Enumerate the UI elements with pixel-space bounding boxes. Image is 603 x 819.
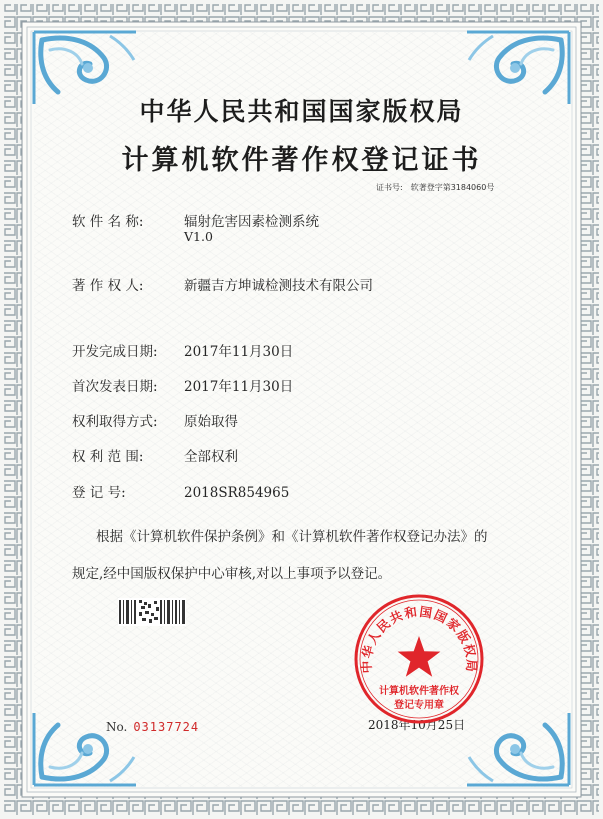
certificate-number-value: 软著登字第3184060号	[410, 183, 495, 192]
seal-inner-line-2: 登记专用章	[394, 700, 444, 711]
field-label: 权 利 范 围:	[72, 449, 144, 465]
certificate-title: 计算机软件著作权登记证书	[121, 145, 482, 176]
official-seal	[352, 592, 486, 726]
seal-ring-text: 中华人民共和国国家版权局	[358, 603, 480, 674]
field-label: 权利取得方式:	[72, 414, 158, 430]
field-value: 2017年11月30日	[184, 379, 294, 395]
field-label: 开发完成日期:	[72, 344, 158, 360]
software-version: V1.0	[184, 229, 213, 244]
field-value: 辐射危害因素检测系统	[184, 214, 319, 230]
seal-inner-line-1: 计算机软件著作权	[379, 686, 459, 697]
field-copyright-holder	[72, 274, 373, 294]
certificate-number	[376, 182, 494, 193]
certificate-number-label: 证书号:	[376, 183, 403, 192]
field-registration-number	[72, 481, 289, 501]
field-pub-date	[72, 375, 293, 395]
body-text-line-2: 规定,经中国版权保护中心审核,对以上事项予以登记。	[72, 566, 392, 582]
field-label: 软 件 名 称:	[72, 214, 144, 230]
field-label: 首次发表日期:	[72, 379, 158, 395]
field-value: 2017年11月30日	[184, 344, 294, 360]
field-value: 新疆吉方坤诚检测技术有限公司	[184, 278, 373, 294]
field-value: 2018SR854965	[184, 485, 290, 501]
barcode-icon	[118, 598, 186, 626]
issue-date: 2018年10月25日	[368, 718, 466, 732]
field-label: 登 记 号:	[72, 485, 126, 501]
serial-number	[106, 720, 199, 734]
field-rights-scope	[72, 445, 238, 465]
body-text-line-1: 根据《计算机软件保护条例》和《计算机软件著作权登记办法》的	[96, 529, 488, 545]
serial-label: No.	[106, 720, 128, 734]
field-value: 全部权利	[184, 449, 238, 465]
field-software-name	[72, 210, 319, 230]
field-label: 著 作 权 人:	[72, 278, 144, 294]
field-value: 原始取得	[184, 414, 238, 430]
field-acquire-method	[72, 410, 238, 430]
star-icon	[398, 636, 441, 677]
field-dev-date	[72, 340, 293, 360]
issuer-title: 中华人民共和国国家版权局	[139, 97, 464, 126]
serial-value: 03137724	[133, 720, 200, 734]
